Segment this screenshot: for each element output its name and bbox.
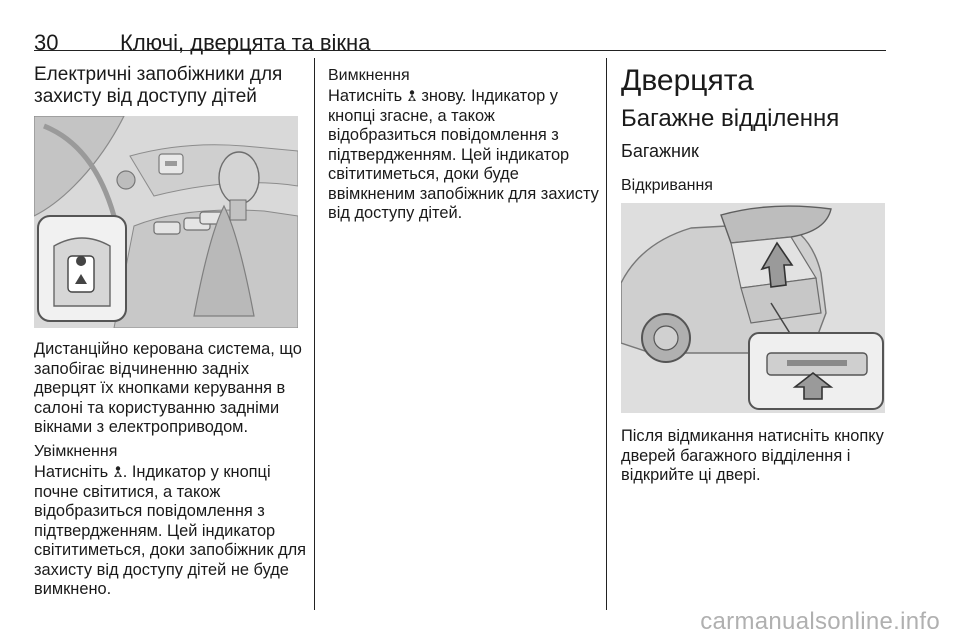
- paragraph-line: світитиметься, доки запобіжник для: [34, 541, 307, 559]
- child-lock-heading: [34, 64, 309, 108]
- switch-on-text: [34, 463, 309, 600]
- paragraph-line: ввімкненим запобіжник для захисту: [328, 184, 599, 203]
- paragraph-line: [34, 463, 309, 483]
- column-divider-right: [606, 58, 607, 610]
- child-lock-icon: [113, 466, 123, 478]
- header-rule: [34, 50, 886, 51]
- paragraph-line: [328, 87, 600, 107]
- chapter-title: Ключі, дверцята та вікна: [120, 30, 371, 55]
- paragraph-line: відобразиться повідомлення з: [34, 502, 265, 520]
- heading-line: Електричні запобіжники для: [34, 64, 283, 85]
- paragraph-line: підтвердженням. Цей індикатор: [328, 145, 570, 164]
- column-divider-left: [314, 58, 315, 610]
- paragraph-line: Після відмикання натисніть кнопку: [621, 427, 884, 445]
- paragraph-line: захисту від доступу дітей не буде: [34, 560, 289, 579]
- text-fragment: Натисніть: [34, 463, 109, 481]
- child-lock-description: [34, 340, 309, 438]
- console-drawing: [34, 116, 298, 328]
- tailgate-opening-text: [621, 427, 891, 486]
- paragraph-line: вікнами з електроприводом.: [34, 418, 249, 436]
- paragraph-line: вимкнено.: [34, 580, 112, 598]
- paragraph-line: дверцят їх кнопками керування в: [34, 379, 286, 397]
- paragraph-line: дверей багажного відділення і: [621, 446, 851, 465]
- paragraph-line: почне світитися, а також: [34, 482, 221, 501]
- paragraph-line: салоні та користуванню задніми: [34, 398, 280, 417]
- paragraph-line: Дистанційно керована система, що: [34, 340, 302, 358]
- text-fragment: знову. Індикатор у: [421, 87, 558, 105]
- page-number: 30: [34, 30, 59, 55]
- child-lock-icon: [407, 90, 417, 102]
- text-fragment: . Індикатор у кнопці: [122, 463, 271, 481]
- tailgate-drawing: [621, 203, 885, 413]
- watermark: carmanualsonline.info: [700, 608, 940, 635]
- child-lock-illustration: [34, 116, 298, 328]
- paragraph-line: кнопці згасне, а також: [328, 106, 495, 125]
- paragraph-line: світитиметься, доки буде: [328, 165, 519, 183]
- text-fragment: Натисніть: [328, 87, 403, 105]
- switch-off-text: [328, 87, 600, 224]
- opening-heading: Відкривання: [621, 177, 713, 194]
- paragraph-line: підтвердженням. Цей індикатор: [34, 521, 276, 540]
- paragraph-line: відкрийте ці двері.: [621, 466, 761, 484]
- tailgate-illustration: [621, 203, 885, 413]
- paragraph-line: запобігає відчиненню задніх: [34, 359, 250, 378]
- doors-title: Дверцята: [621, 64, 754, 97]
- luggage-compartment-title: Багажне відділення: [621, 105, 840, 132]
- paragraph-line: відобразиться повідомлення з: [328, 126, 559, 144]
- paragraph-line: від доступу дітей.: [328, 204, 463, 222]
- switch-off-heading: Вимкнення: [328, 67, 410, 84]
- switch-on-heading: Увімкнення: [34, 443, 118, 460]
- heading-line: захисту від доступу дітей: [34, 86, 257, 107]
- tailgate-title: Багажник: [621, 141, 699, 161]
